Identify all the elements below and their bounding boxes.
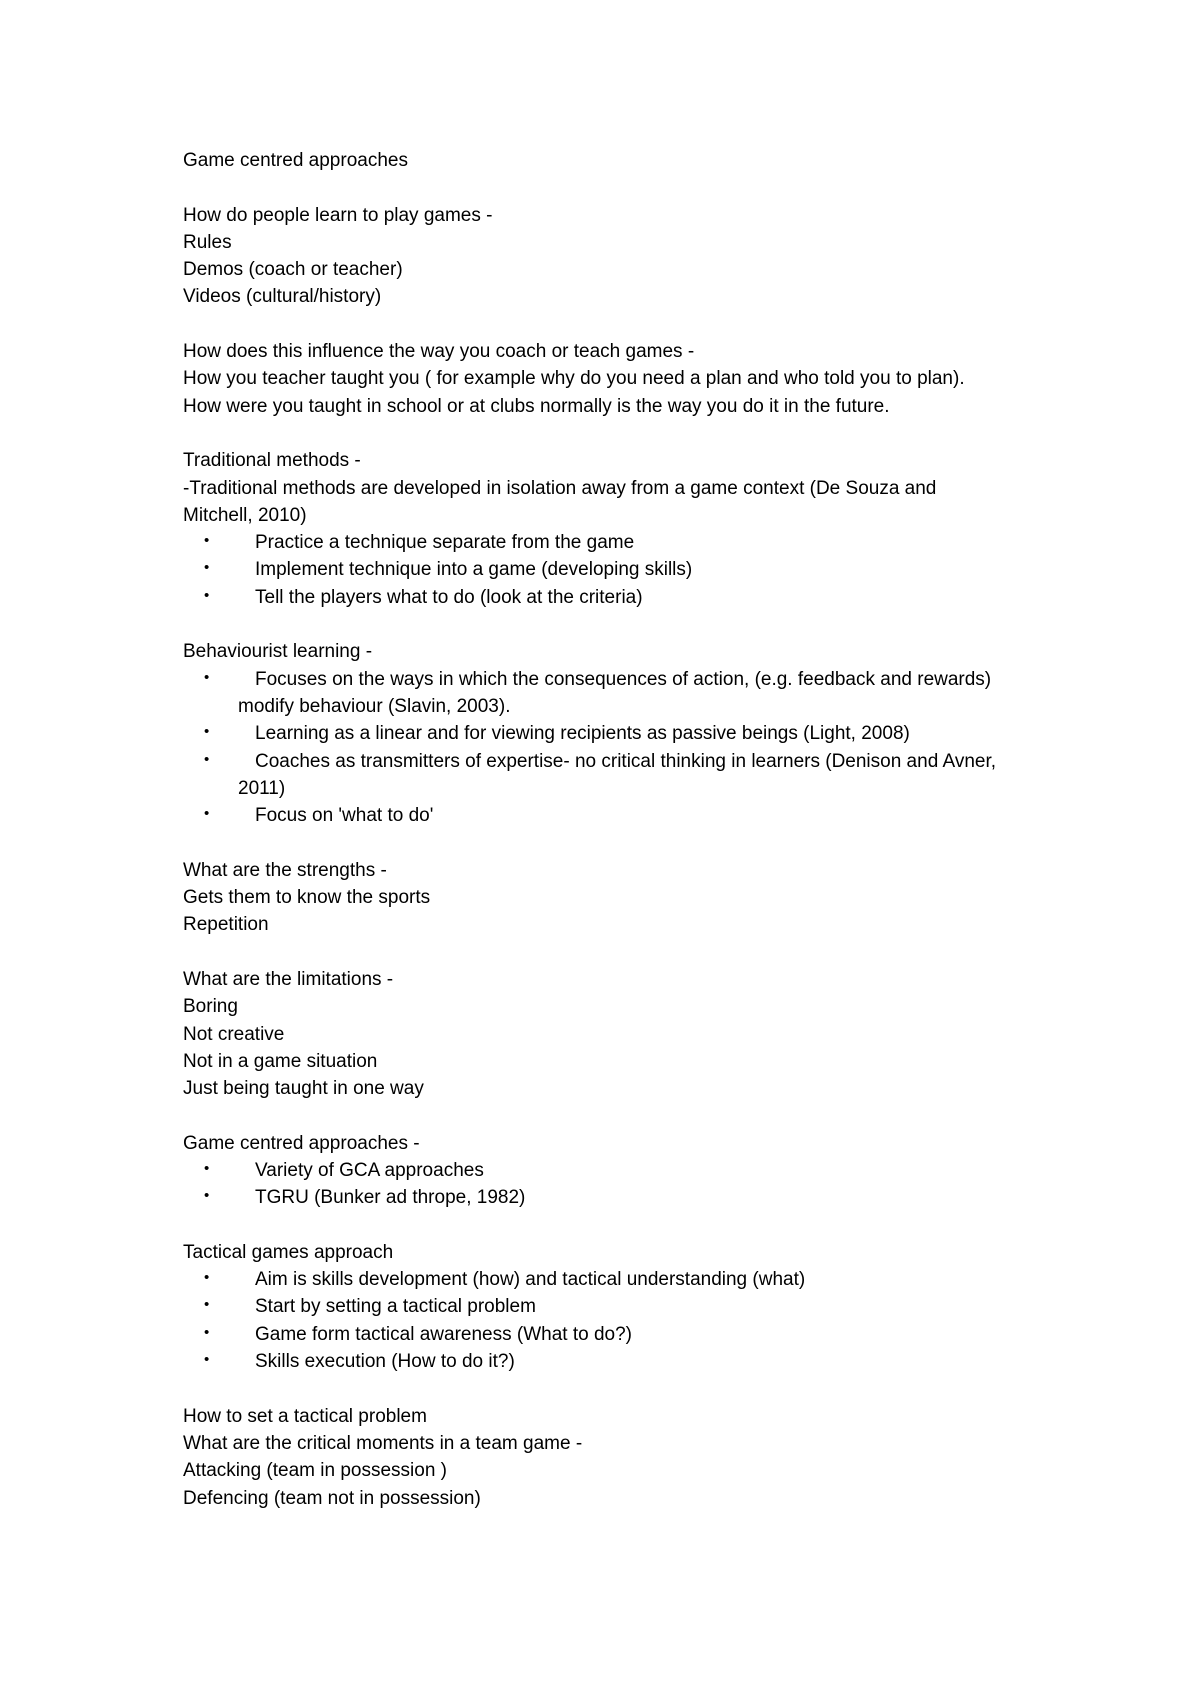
blank-line <box>183 829 1023 856</box>
learn-line: Videos (cultural/history) <box>183 286 382 308</box>
list-item-text: Tell the players what to do (look at the criteria) <box>255 586 643 608</box>
blank-line <box>183 420 1023 447</box>
bullet-icon: • <box>204 1269 210 1287</box>
bullet-icon: • <box>204 1187 210 1205</box>
traditional-paragraph: -Traditional methods are developed in isolation away from a game context (De Souza and Mitchell, 2010) <box>183 477 937 526</box>
list-item-text: Skills execution (How to do it?) <box>255 1351 515 1373</box>
traditional-bullet-list <box>183 529 1023 611</box>
blank-line <box>183 939 1023 966</box>
list-item <box>183 529 1023 556</box>
bullet-icon: • <box>204 723 210 741</box>
blank-line <box>183 1212 1023 1239</box>
blank-line <box>183 1102 1023 1129</box>
list-item-text: TGRU (Bunker ad thrope, 1982) <box>255 1187 526 1209</box>
bullet-icon: • <box>204 532 210 550</box>
list-item-text: Coaches as transmitters of expertise- no critical thinking in learners (Denison and Avner, 2011) <box>238 750 997 799</box>
section-heading-problem: How to set a tactical problem <box>183 1405 427 1427</box>
blank-line <box>183 611 1023 638</box>
gca-bullet-list <box>183 1157 1023 1212</box>
section-heading-gca: Game centred approaches - <box>183 1132 420 1154</box>
blank-line <box>183 174 1023 201</box>
bullet-icon: • <box>204 1351 210 1369</box>
list-item <box>183 802 1023 829</box>
section-heading-learn: How do people learn to play games - <box>183 204 493 226</box>
list-item <box>183 1184 1023 1211</box>
strengths-line: Repetition <box>183 914 269 936</box>
document-title: Game centred approaches <box>183 150 408 171</box>
bullet-icon: • <box>204 668 210 686</box>
section-heading-traditional: Traditional methods - <box>183 450 361 472</box>
learn-line: Demos (coach or teacher) <box>183 259 403 281</box>
blank-line <box>183 311 1023 338</box>
problem-line: Defencing (team not in possession) <box>183 1487 481 1509</box>
list-item-text: Focuses on the ways in which the consequences of action, (e.g. feedback and rewards) modify behaviour (Slavin, 2003). <box>238 668 992 717</box>
bullet-icon: • <box>204 1323 210 1341</box>
list-item-text: Focus on 'what to do' <box>255 805 434 827</box>
list-item-text: Start by setting a tactical problem <box>255 1296 536 1318</box>
strengths-line: Gets them to know the sports <box>183 887 431 909</box>
list-item-text: Practice a technique separate from the game <box>255 532 635 554</box>
list-item <box>183 1321 1023 1348</box>
bullet-icon: • <box>204 559 210 577</box>
list-item <box>183 1348 1023 1375</box>
tactical-bullet-list <box>183 1266 1023 1375</box>
list-item-text: Learning as a linear and for viewing recipients as passive beings (Light, 2008) <box>255 723 910 745</box>
influence-paragraph: How you teacher taught you ( for example why do you need a plan and who told you to plan). <box>183 368 965 390</box>
list-item-text: Implement technique into a game (developing skills) <box>255 559 693 581</box>
bullet-icon: • <box>204 586 210 604</box>
list-item-text: Game form tactical awareness (What to do?) <box>255 1323 632 1345</box>
section-heading-behaviourist: Behaviourist learning - <box>183 641 373 663</box>
limitations-line: Not creative <box>183 1023 285 1045</box>
bullet-icon: • <box>204 1159 210 1177</box>
list-item <box>183 748 1018 803</box>
document-body <box>183 147 1023 1512</box>
bullet-icon: • <box>204 750 210 768</box>
list-item <box>183 720 1023 747</box>
behaviourist-bullet-list <box>183 666 1023 830</box>
bullet-icon: • <box>204 1296 210 1314</box>
list-item <box>183 1293 1023 1320</box>
list-item-text: Variety of GCA approaches <box>255 1159 484 1181</box>
list-item <box>183 584 1023 611</box>
list-item <box>183 666 998 721</box>
limitations-line: Just being taught in one way <box>183 1078 424 1100</box>
section-heading-influence: How does this influence the way you coach or teach games - <box>183 341 695 363</box>
learn-line: Rules <box>183 231 232 253</box>
section-heading-tactical: Tactical games approach <box>183 1241 394 1263</box>
list-item <box>183 1157 1023 1184</box>
section-heading-strengths: What are the strengths - <box>183 859 387 881</box>
blank-line <box>183 1375 1023 1402</box>
influence-paragraph: How were you taught in school or at clubs normally is the way you do it in the future. <box>183 395 890 417</box>
section-heading-limitations: What are the limitations - <box>183 968 394 990</box>
problem-line: Attacking (team in possession ) <box>183 1460 448 1482</box>
limitations-line: Boring <box>183 996 238 1018</box>
list-item-text: Aim is skills development (how) and tactical understanding (what) <box>255 1269 806 1291</box>
limitations-line: Not in a game situation <box>183 1050 378 1072</box>
list-item <box>183 556 1023 583</box>
problem-line: What are the critical moments in a team game - <box>183 1432 583 1454</box>
list-item <box>183 1266 1023 1293</box>
bullet-icon: • <box>204 805 210 823</box>
